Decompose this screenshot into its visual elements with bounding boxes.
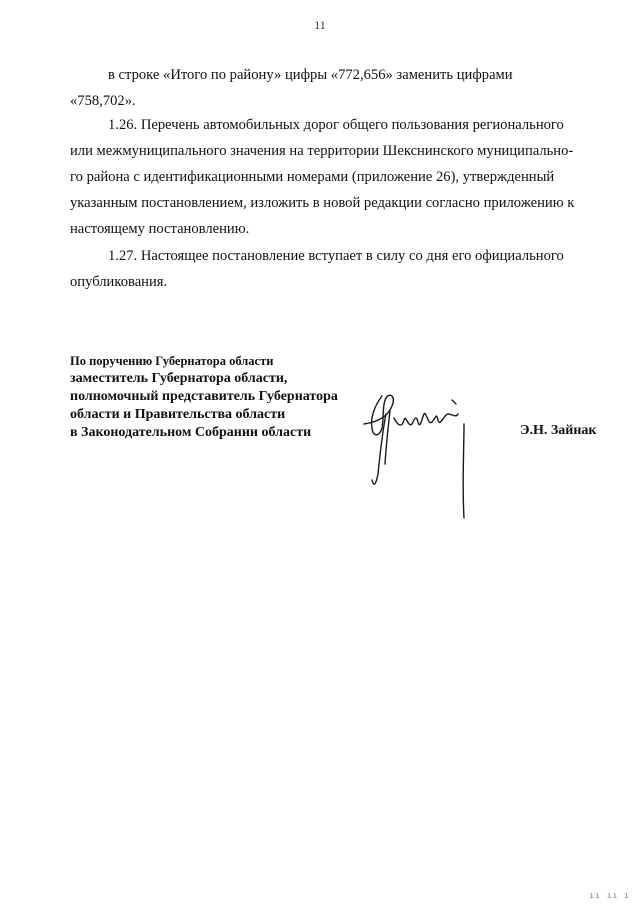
text-line: настоящему постановлению. bbox=[70, 221, 250, 237]
scan-marks: ıı ıı ı bbox=[589, 891, 630, 900]
authority-note: По поручению Губернатора области bbox=[70, 354, 274, 368]
paragraph-1-27 bbox=[70, 243, 610, 295]
text-line: опубликования. bbox=[70, 274, 168, 290]
page-number: 11 bbox=[314, 18, 326, 32]
text-line: в строке «Итого по району» цифры «772,656» заменить цифрами bbox=[108, 67, 513, 83]
text-line: указанным постановлением, изложить в новой редакции согласно приложению к bbox=[70, 195, 575, 211]
text-line: 1.27. Настоящее постановление вступает в силу со дня его официального bbox=[108, 248, 564, 264]
text-line: го района с идентификационными номерами (приложение 26), утвержденный bbox=[70, 169, 555, 185]
signature-block bbox=[70, 352, 338, 442]
signer-name: Э.Н. Зайнак bbox=[520, 423, 597, 438]
text-line: «758,702». bbox=[70, 93, 136, 109]
text-line: 1.26. Перечень автомобильных дорог общего пользования регионального bbox=[108, 117, 564, 133]
position-line: области и Правительства области bbox=[70, 407, 286, 422]
paragraph-amendment-total bbox=[70, 62, 610, 114]
position-line: заместитель Губернатора области, bbox=[70, 371, 288, 386]
handwritten-signature bbox=[352, 384, 482, 522]
position-line: в Законодательном Собрании области bbox=[70, 425, 312, 440]
text-line: или межмуниципального значения на территории Шекснинского муниципально- bbox=[70, 143, 574, 159]
paragraph-1-26 bbox=[70, 112, 610, 242]
position-line: полномочный представитель Губернатора bbox=[70, 389, 338, 404]
